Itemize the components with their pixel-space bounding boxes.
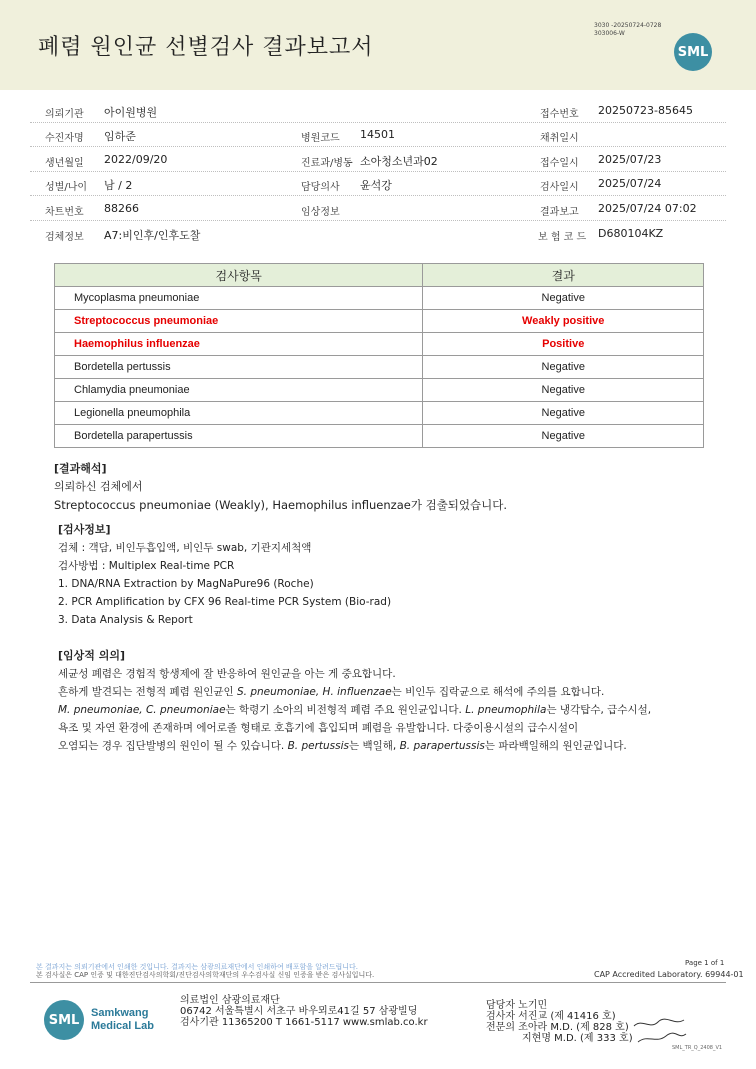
sex-age-value: 남 / 2 xyxy=(104,179,133,192)
test-result: Negative xyxy=(423,425,704,448)
receipt-no-value: 20250723-85645 xyxy=(598,104,693,117)
organization-contact: 검사기관 11365200 T 1661-5117 www.smlab.co.kr xyxy=(180,1017,428,1028)
document-code-line-1: 3030 -20250724-0728 xyxy=(594,22,662,29)
birth-value: 2022/09/20 xyxy=(104,153,168,166)
test-info-method: 검사방법 : Multiplex Real-time PCR xyxy=(58,560,235,572)
patient-value: 임하준 xyxy=(104,130,136,143)
info-divider xyxy=(30,171,726,172)
test-result: Negative xyxy=(423,356,704,379)
receipt-no-label: 접수번호 xyxy=(540,109,579,120)
test-info-section xyxy=(58,521,391,629)
patient-label: 수진자명 xyxy=(45,133,84,144)
test-item: Legionella pneumophila xyxy=(55,402,423,425)
staff-line: 검사자 서진교 (제 41416 호) xyxy=(486,1011,616,1022)
chart-label: 차트번호 xyxy=(45,207,84,218)
clinical-organism: B. parapertussis xyxy=(399,740,485,752)
staff-line: 전문의 조아라 M.D. (제 828 호) xyxy=(486,1022,629,1033)
clinical-meaning-heading: [임상적 의의] xyxy=(58,649,126,662)
specimen-label: 검체정보 xyxy=(45,232,84,243)
receipt-date-value: 2025/07/23 xyxy=(598,153,662,166)
clinical-text: 오염되는 경우 집단발병의 원인이 될 수 있습니다. xyxy=(58,740,288,752)
signature-image xyxy=(630,1012,690,1046)
birth-label: 생년월일 xyxy=(45,158,84,169)
clinical-text: 는 냉각탑수, 급수시설, xyxy=(546,704,652,716)
logo-line-1: Samkwang xyxy=(91,1007,149,1019)
table-row xyxy=(55,379,704,402)
table-header-row xyxy=(55,264,704,287)
sex-age-label: 성별/나이 xyxy=(45,182,88,193)
clinical-meaning-line: 욕조 및 자연 환경에 존재하며 에어로졸 형태로 호흡기에 흡입되며 폐렴을 유발합니다. 다중이용시설의 급수시설이 xyxy=(58,722,579,734)
test-info-step: 2. PCR Amplification by CFX 96 Real-time PCR System (Bio-rad) xyxy=(58,596,392,608)
column-header-result: 결과 xyxy=(423,264,704,287)
document-code-line-2: 303006-W xyxy=(594,30,625,37)
staff-line: 지현명 M.D. (제 333 호) xyxy=(522,1033,633,1044)
report-date-value: 2025/07/24 07:02 xyxy=(598,202,697,215)
report-title: 폐렴 원인균 선별검사 결과보고서 xyxy=(38,35,374,60)
test-result: Negative xyxy=(423,402,704,425)
receipt-date-label: 접수일시 xyxy=(540,158,579,169)
table-row xyxy=(55,310,704,333)
test-info-step: 3. Data Analysis & Report xyxy=(58,614,193,626)
test-date-value: 2025/07/24 xyxy=(598,177,662,190)
print-notice: 본 결과지는 의뢰기관에서 인쇄한 것입니다. 결과지는 삼광의료재단에서 인쇄하여 배포함을 알려드립니다. xyxy=(36,963,359,971)
interpretation-line: 의뢰하신 검체에서 xyxy=(54,480,143,493)
info-divider xyxy=(30,146,726,147)
dept-label: 진료과/병동 xyxy=(301,158,353,169)
report-date-label: 결과보고 xyxy=(540,207,579,218)
clinical-text: 는 비인두 집락균으로 해석에 주의를 요합니다. xyxy=(391,686,605,698)
logo-line-2: Medical Lab xyxy=(91,1020,154,1032)
test-result: Weakly positive xyxy=(423,310,704,333)
organization-address: 06742 서울특별시 서초구 바우뫼로41길 57 삼광빌딩 xyxy=(180,1006,418,1017)
collect-date-label: 채취일시 xyxy=(540,133,579,144)
column-header-item: 검사항목 xyxy=(55,264,423,287)
clinical-text: 는 백일해, xyxy=(348,740,400,752)
cap-accreditation: CAP Accredited Laboratory. 69944-01 xyxy=(594,970,744,979)
samkwang-logo-icon: SML xyxy=(44,1000,84,1040)
table-row xyxy=(55,402,704,425)
info-divider xyxy=(30,220,726,221)
samkwang-logo-text xyxy=(91,1007,154,1033)
hospital-code-label: 병원코드 xyxy=(301,133,340,144)
table-row xyxy=(55,287,704,310)
clinical-label: 임상정보 xyxy=(301,207,340,218)
clinical-text: 는 파라백일해의 원인균입니다. xyxy=(484,740,627,752)
test-item: Chlamydia pneumoniae xyxy=(55,379,423,402)
clinical-organism: L. pneumophila xyxy=(465,704,547,716)
report-header xyxy=(0,0,756,90)
test-result: Positive xyxy=(423,333,704,356)
hospital-code-value: 14501 xyxy=(360,128,395,141)
table-row xyxy=(55,356,704,379)
sml-logo-icon: SML xyxy=(674,33,712,71)
organization-info xyxy=(180,995,428,1028)
doctor-value: 윤석강 xyxy=(360,179,392,192)
hospital-value: 아이원병원 xyxy=(104,106,158,119)
insurance-value: D680104KZ xyxy=(598,227,664,240)
chart-value: 88266 xyxy=(104,202,139,215)
page-number: Page 1 of 1 xyxy=(685,959,725,967)
form-code: SML_TR_Q_2408_V1 xyxy=(672,1045,723,1051)
test-item: Haemophilus influenzae xyxy=(55,333,423,356)
clinical-meaning-line xyxy=(58,683,651,701)
table-row xyxy=(55,333,704,356)
info-divider xyxy=(30,195,726,196)
clinical-meaning-line xyxy=(58,701,651,719)
results-table xyxy=(54,263,704,448)
accreditation-notice: 본 검사실은 CAP 인증 및 대한진단검사의학회/진단검사의학재단의 우수검사실 신임 인증을 받은 검사실입니다. xyxy=(36,971,375,979)
table-row xyxy=(55,425,704,448)
test-info-step: 1. DNA/RNA Extraction by MagNaPure96 (Roche) xyxy=(58,578,314,590)
test-info-specimen: 검체 : 객담, 비인두흡입액, 비인두 swab, 기관지세척액 xyxy=(58,542,312,554)
test-result: Negative xyxy=(423,379,704,402)
test-item: Mycoplasma pneumoniae xyxy=(55,287,423,310)
clinical-meaning-line xyxy=(58,737,651,755)
staff-line: 담당자 노기민 xyxy=(486,1000,548,1011)
hospital-label: 의뢰기관 xyxy=(45,109,84,120)
test-date-label: 검사일시 xyxy=(540,182,579,193)
test-item: Bordetella parapertussis xyxy=(55,425,423,448)
test-result: Negative xyxy=(423,287,704,310)
test-info-heading: [검사정보] xyxy=(58,523,111,536)
info-divider xyxy=(30,122,726,123)
test-item: Bordetella pertussis xyxy=(55,356,423,379)
organization-name: 의료법인 삼광의료재단 xyxy=(180,995,280,1006)
staff-info xyxy=(486,1000,633,1044)
clinical-organism: M. pneumoniae, C. pneumoniae xyxy=(58,704,226,716)
clinical-text: 흔하게 발견되는 전형적 폐렴 원인균인 xyxy=(58,686,237,698)
test-item: Streptococcus pneumoniae xyxy=(55,310,423,333)
interpretation-line: Streptococcus pneumoniae (Weakly), Haemophilus influenzae가 검출되었습니다. xyxy=(54,498,508,512)
clinical-text: 는 학령기 소아의 비전형적 폐렴 주요 원인균입니다. xyxy=(225,704,466,716)
insurance-label: 보 험 코 드 xyxy=(538,232,587,243)
interpretation-section xyxy=(54,460,507,514)
clinical-organism: S. pneumoniae, H. influenzae xyxy=(236,686,392,698)
specimen-value: A7:비인후/인후도찰 xyxy=(104,229,201,242)
document-code xyxy=(594,22,661,38)
clinical-organism: B. pertussis xyxy=(287,740,349,752)
dept-value: 소아청소년과02 xyxy=(360,155,438,168)
clinical-meaning-section xyxy=(58,647,651,755)
interpretation-heading: [결과해석] xyxy=(54,462,107,475)
clinical-meaning-line: 세균성 폐렴은 경험적 항생제에 잘 반응하여 원인균을 아는 게 중요합니다. xyxy=(58,668,396,680)
footer-divider xyxy=(30,982,726,983)
doctor-label: 담당의사 xyxy=(301,182,340,193)
